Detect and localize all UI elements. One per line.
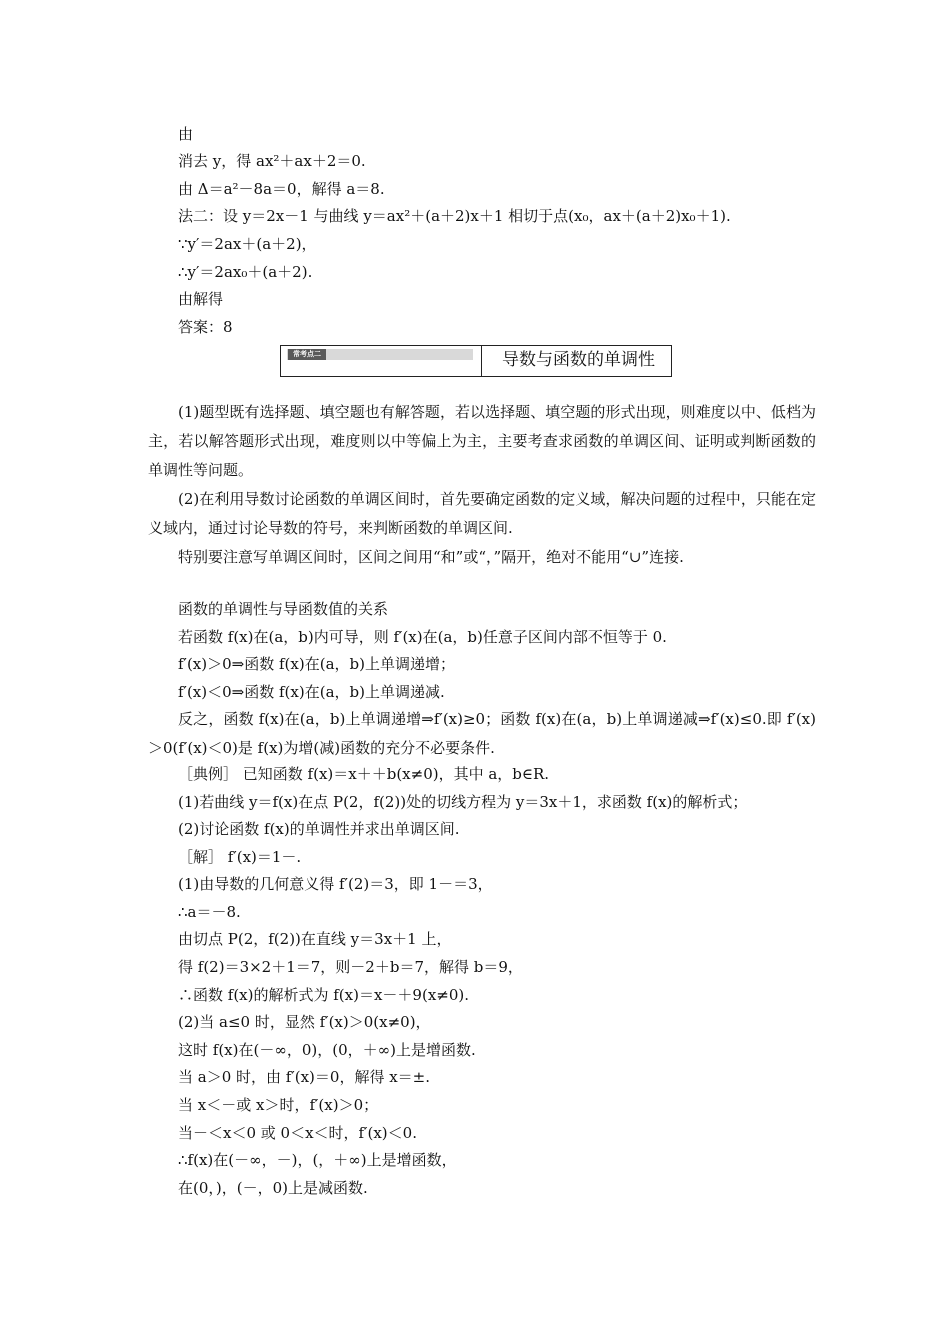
text-line: ∴y′＝2ax₀＋(a＋2). [178, 263, 313, 281]
solution-line: 在(0，)，(－，0)上是减函数. [178, 1179, 368, 1197]
text-line: 若函数 f(x)在(a，b)内可导，则 f′(x)在(a，b)任意子区间内部不恒等于 0. [178, 628, 667, 646]
paragraph: 反之，函数 f(x)在(a，b)上单调递增⇒f′(x)≥0；函数 f(x)在(a，b)上单调递减⇒f′(x)≤0.即 f′(x)＞0(f′(x)＜0)是 f(x)为增(减)函数的充分不必要条件. [148, 710, 816, 757]
text-line: f′(x)＜0⇒函数 f(x)在(a，b)上单调递减. [178, 683, 445, 701]
solution-line: (1)由导数的几何意义得 f′(2)＝3，即 1－＝3， [178, 875, 493, 893]
text-line: 消去 y，得 ax²＋ax＋2＝0. [178, 152, 366, 170]
paragraph: 特别要注意写单调区间时，区间之间用“和”或“，”隔开，绝对不能用“∪”连接. [178, 548, 684, 566]
example-line: ［典例］ 已知函数 f(x)＝x＋＋b(x≠0)，其中 a，b∈R. [178, 765, 550, 783]
text-line: f′(x)＞0⇒函数 f(x)在(a，b)上单调递增； [178, 655, 455, 673]
solution-line: 这时 f(x)在(－∞，0)，(0，＋∞)上是增函数. [178, 1041, 476, 1059]
section-title: 导数与函数的单调性 [502, 350, 655, 370]
answer-line: 答案：8 [178, 318, 233, 336]
solution-line: ［解］ f′(x)＝1－. [178, 848, 302, 866]
solution-line: 由切点 P(2，f(2))在直线 y＝3x＋1 上， [178, 930, 452, 948]
subsection-heading: 函数的单调性与导函数值的关系 [178, 600, 389, 618]
solution-line: 当 x＜－或 x＞时，f′(x)＞0； [178, 1096, 379, 1114]
text-line: 由 Δ＝a²－8a＝0，解得 a＝8. [178, 180, 385, 198]
text-line: 由 [178, 125, 194, 143]
text-line: 法二：设 y＝2x－1 与曲线 y＝ax²＋(a＋2)x＋1 相切于点(x₀，ax＋(a＋2)x₀＋1). [178, 207, 731, 225]
solution-line: 得 f(2)＝3×2＋1＝7，则－2＋b＝7，解得 b＝9， [178, 958, 523, 976]
solution-line: 当－＜x＜0 或 0＜x＜时，f′(x)＜0. [178, 1124, 417, 1142]
paragraph: (2)在利用导数讨论函数的单调区间时，首先要确定函数的定义域，解决问题的过程中，只能在定义域内，通过讨论导数的符号，来判断函数的单调区间. [148, 490, 816, 537]
section-badge-cell [281, 346, 482, 376]
solution-line: (2)当 a≤0 时，显然 f′(x)＞0(x≠0)， [178, 1013, 431, 1031]
solution-line: ∴函数 f(x)的解析式为 f(x)＝x－＋9(x≠0). [178, 986, 470, 1004]
text-line: ∵y′＝2ax＋(a＋2)， [178, 235, 317, 253]
section-header-box [280, 345, 672, 377]
solution-line: ∴f(x)在(－∞，－)，(，＋∞)上是增函数， [178, 1151, 457, 1169]
text-line: 由解得 [178, 290, 224, 308]
paragraph: (1)题型既有选择题、填空题也有解答题，若以选择题、填空题的形式出现，则难度以中、低档为主，若以解答题形式出现，难度则以中等偏上为主，主要考查求函数的单调区间、证明或判断函数的单调性等问题。 [148, 403, 816, 479]
section-badge: 常考点二 [288, 349, 326, 360]
example-line: (1)若曲线 y＝f(x)在点 P(2，f(2))处的切线方程为 y＝3x＋1，求函数 f(x)的解析式； [178, 793, 748, 811]
example-line: (2)讨论函数 f(x)的单调性并求出单调区间. [178, 820, 460, 838]
solution-line: 当 a＞0 时，由 f′(x)＝0，解得 x＝±. [178, 1068, 431, 1086]
solution-line: ∴a＝－8. [178, 903, 241, 921]
